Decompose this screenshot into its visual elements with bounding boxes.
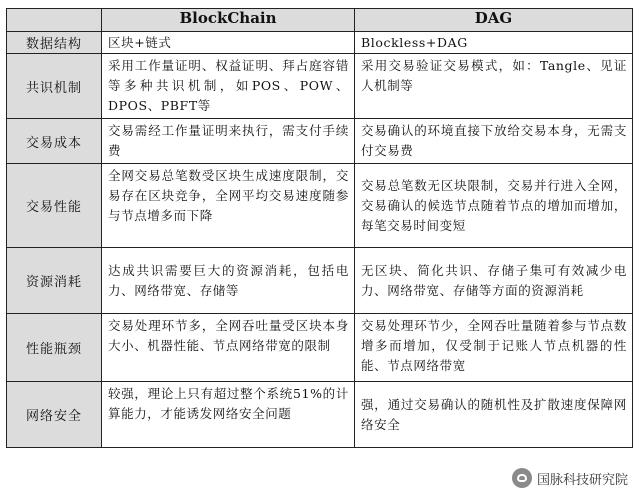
header-blank-cell (7, 9, 102, 32)
header-row (7, 9, 633, 32)
dag-cell: 交易确认的环境直接下放给交易本身，无需支付交易费 (355, 119, 633, 164)
dag-cell: 采用交易验证交易模式，如：Tangle、见证人机制等 (355, 54, 633, 119)
row-label: 交易成本 (7, 119, 102, 164)
header-blockchain: BlockChain (102, 9, 355, 32)
blockchain-cell: 全网交易总笔数受区块生成速度限制，交易存在区块竞争，全网平均交易速度随参与节点增多而下降 (102, 164, 355, 248)
row-label: 交易性能 (7, 164, 102, 248)
blockchain-cell: 交易处理环节多，全网吞吐量受区块本身大小、机器性能、节点网络带宽的限制 (102, 314, 355, 382)
comparison-table (6, 8, 633, 448)
table-row (7, 32, 633, 54)
dag-cell: 交易总笔数无区块限制，交易并行进入全网，交易确认的候选节点随着节点的增加而增加，每笔交易时间变短 (355, 164, 633, 248)
table-row (7, 119, 633, 164)
dag-cell: Blockless+DAG (355, 32, 633, 54)
table-row (7, 54, 633, 119)
comparison-table-wrapper (6, 8, 632, 448)
header-dag: DAG (355, 9, 633, 32)
table-row (7, 164, 633, 248)
row-label: 性能瓶颈 (7, 314, 102, 382)
row-label: 资源消耗 (7, 248, 102, 314)
watermark-text: 国脉科技研究院 (536, 472, 628, 488)
blockchain-cell: 交易需经工作量证明来执行，需支付手续费 (102, 119, 355, 164)
blockchain-cell: 达成共识需要巨大的资源消耗，包括电力、网络带宽、存储等 (102, 248, 355, 314)
dag-cell: 无区块、简化共识、存储子集可有效减少电力、网络带宽、存储等方面的资源消耗 (355, 248, 633, 314)
row-label: 网络安全 (7, 382, 102, 448)
blockchain-cell: 较强，理论上只有超过整个系统51%的计算能力，才能诱发网络安全问题 (102, 382, 355, 448)
table-row (7, 248, 633, 314)
wechat-icon (512, 468, 532, 488)
blockchain-cell: 采用工作量证明、权益证明、拜占庭容错等多种共识机制，如POS、POW、DPOS、PBFT等 (102, 54, 355, 119)
watermark (512, 468, 628, 488)
dag-cell: 交易处理环节少，全网吞吐量随着参与节点数增多而增加，仅受制于记账人节点机器的性能、节点网络带宽 (355, 314, 633, 382)
table-row (7, 382, 633, 448)
blockchain-cell: 区块+链式 (102, 32, 355, 54)
row-label: 数据结构 (7, 32, 102, 54)
row-label: 共识机制 (7, 54, 102, 119)
dag-cell: 强，通过交易确认的随机性及扩散速度保障网络安全 (355, 382, 633, 448)
table-row (7, 314, 633, 382)
